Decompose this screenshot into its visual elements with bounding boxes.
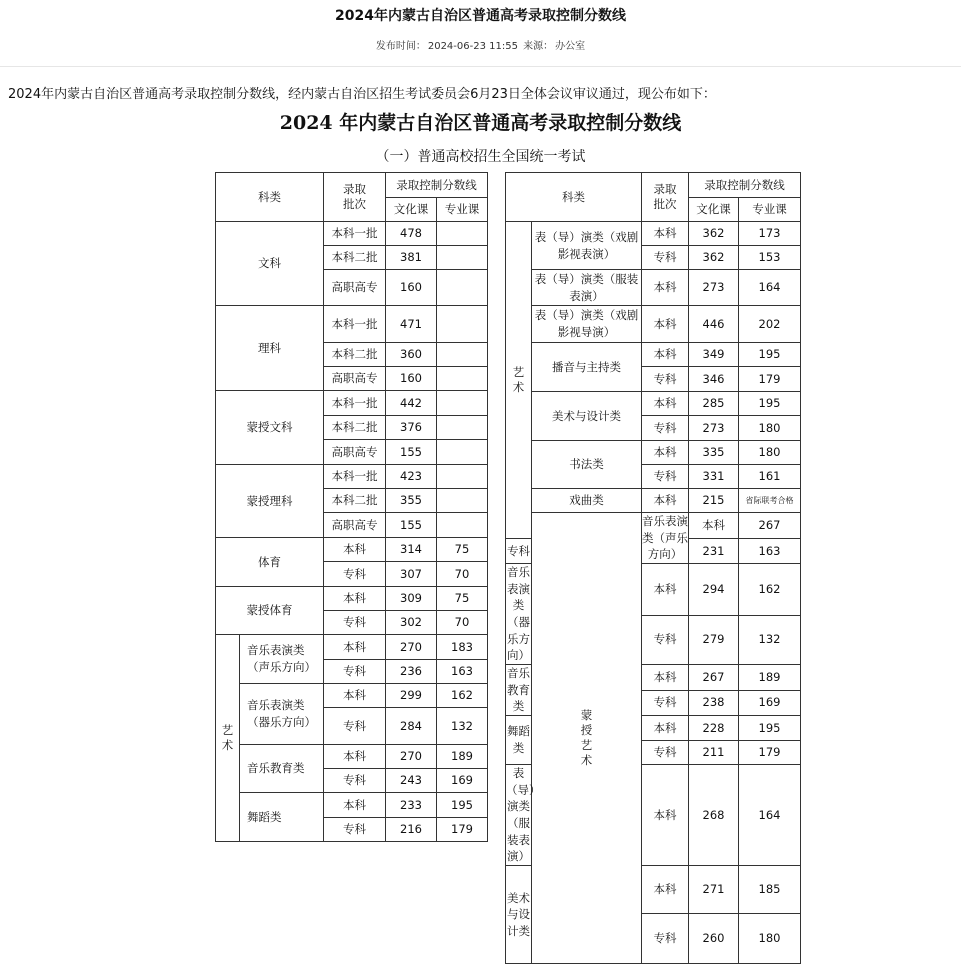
batch-cell: 本科 [642, 222, 689, 246]
intro-paragraph: 2024年内蒙古自治区普通高考录取控制分数线，经内蒙古自治区招生考试委员会6月23日全体会议审议通过，现公布如下： [8, 87, 716, 102]
batch-cell: 专科 [324, 818, 386, 842]
major-score [437, 465, 488, 489]
major-score: 75 [437, 587, 488, 611]
culture-score: 268 [689, 765, 739, 866]
batch-cell: 专科 [324, 769, 386, 793]
batch-cell: 本科 [642, 765, 689, 866]
culture-score: 160 [386, 367, 437, 391]
batch-cell: 本科 [689, 513, 739, 539]
batch-cell: 本科 [324, 635, 386, 660]
major-score: 164 [739, 765, 801, 866]
culture-score: 273 [689, 416, 739, 441]
culture-score: 273 [689, 270, 739, 306]
subcategory-cell: 表（导）演类（服装表演） [532, 270, 642, 306]
culture-score: 442 [386, 391, 437, 416]
culture-score: 270 [386, 635, 437, 660]
major-score: 163 [437, 660, 488, 684]
culture-score: 446 [689, 306, 739, 343]
major-score: 70 [437, 611, 488, 635]
batch-cell: 专科 [324, 611, 386, 635]
culture-score: 362 [689, 246, 739, 270]
major-score: 70 [437, 562, 488, 587]
subcategory-cell: 音乐表演类（器乐方向） [506, 564, 532, 665]
culture-score: 284 [386, 708, 437, 745]
subcategory-cell: 音乐表演类（器乐方向） [240, 684, 324, 745]
category-cell: 文科 [216, 222, 324, 306]
left-score-table [215, 172, 488, 842]
batch-cell: 专科 [324, 562, 386, 587]
culture-score: 423 [386, 465, 437, 489]
culture-score: 270 [386, 745, 437, 769]
culture-score: 471 [386, 306, 437, 343]
subcategory-cell: 戏曲类 [532, 489, 642, 513]
culture-score: 285 [689, 392, 739, 416]
culture-score: 155 [386, 440, 437, 465]
major-score [437, 270, 488, 306]
culture-score: 279 [689, 615, 739, 665]
culture-score: 216 [386, 818, 437, 842]
culture-score: 294 [689, 564, 739, 616]
culture-score: 355 [386, 489, 437, 513]
header-control-line: 录取控制分数线 [386, 173, 488, 198]
culture-score: 331 [689, 465, 739, 489]
subcategory-cell: 美术与设计类 [506, 866, 532, 964]
culture-score: 267 [689, 665, 739, 691]
batch-cell: 专科 [324, 708, 386, 745]
culture-score: 243 [386, 769, 437, 793]
major-score: 195 [739, 392, 801, 416]
batch-cell: 专科 [642, 615, 689, 665]
page-title: 2024年内蒙古自治区普通高考录取控制分数线 [335, 8, 626, 24]
article-meta [0, 37, 961, 52]
publish-time: 2024-06-23 11:55 [427, 41, 518, 52]
category-cell: 蒙授文科 [216, 391, 324, 465]
batch-cell: 本科 [642, 866, 689, 914]
subcategory-cell: 音乐教育类 [506, 665, 532, 716]
major-score: 162 [437, 684, 488, 708]
major-score: 163 [739, 539, 801, 564]
culture-score: 335 [689, 441, 739, 465]
subcategory-cell: 表（导）演类（戏剧影视表演） [532, 222, 642, 270]
culture-score: 478 [386, 222, 437, 246]
major-score: 161 [739, 465, 801, 489]
header-category: 科类 [216, 173, 324, 222]
batch-cell: 本科 [642, 343, 689, 367]
header-major: 专业课 [739, 198, 801, 222]
culture-score: 228 [689, 716, 739, 741]
subcategory-cell: 书法类 [532, 441, 642, 489]
source-label: 来源： [523, 41, 554, 52]
culture-score: 231 [689, 539, 739, 564]
major-score [437, 513, 488, 538]
source-value: 办公室 [555, 41, 586, 52]
batch-cell: 本科一批 [324, 222, 386, 246]
batch-cell: 高职高专 [324, 270, 386, 306]
batch-cell: 本科 [642, 489, 689, 513]
batch-cell: 专科 [642, 465, 689, 489]
culture-score: 211 [689, 741, 739, 765]
category-cell: 体育 [216, 538, 324, 587]
culture-score: 155 [386, 513, 437, 538]
major-score [437, 343, 488, 367]
publish-label: 发布时间： [375, 41, 426, 52]
header-culture: 文化课 [689, 198, 739, 222]
major-score: 132 [437, 708, 488, 745]
batch-cell: 本科一批 [324, 465, 386, 489]
culture-score: 238 [689, 690, 739, 716]
culture-score: 271 [689, 866, 739, 914]
batch-cell: 专科 [642, 367, 689, 392]
header-category: 科类 [506, 173, 642, 222]
subcategory-cell: 表（导）演类（戏剧影视导演） [532, 306, 642, 343]
batch-cell: 专科 [642, 914, 689, 964]
culture-score: 314 [386, 538, 437, 562]
category-cell: 艺术 [216, 635, 240, 842]
batch-cell: 高职高专 [324, 367, 386, 391]
header-batch: 录取批次 [324, 173, 386, 222]
culture-score: 260 [689, 914, 739, 964]
batch-cell: 高职高专 [324, 440, 386, 465]
major-score: 164 [739, 270, 801, 306]
batch-cell: 本科一批 [324, 306, 386, 343]
batch-cell: 专科 [642, 246, 689, 270]
culture-score: 236 [386, 660, 437, 684]
batch-cell: 本科 [324, 793, 386, 818]
major-score: 195 [739, 716, 801, 741]
category-cell: 蒙授艺术 [532, 513, 642, 964]
header-control-line: 录取控制分数线 [689, 173, 801, 198]
batch-cell: 本科 [324, 587, 386, 611]
culture-score: 215 [689, 489, 739, 513]
major-score: 179 [437, 818, 488, 842]
major-score [437, 367, 488, 391]
major-score: 180 [739, 416, 801, 441]
batch-cell: 专科 [642, 690, 689, 716]
batch-cell: 本科 [642, 665, 689, 691]
major-score: 185 [739, 866, 801, 914]
culture-score: 381 [386, 246, 437, 270]
culture-score: 360 [386, 343, 437, 367]
culture-score: 267 [739, 513, 801, 539]
header-divider [0, 66, 961, 67]
culture-score: 233 [386, 793, 437, 818]
category-cell: 艺术 [506, 222, 532, 539]
major-score: 169 [739, 690, 801, 716]
major-score [437, 489, 488, 513]
major-score: 179 [739, 367, 801, 392]
batch-cell: 本科二批 [324, 416, 386, 440]
major-score: 173 [739, 222, 801, 246]
batch-cell: 专科 [642, 416, 689, 441]
major-score: 195 [437, 793, 488, 818]
major-score: 75 [437, 538, 488, 562]
subcategory-cell: 音乐表演类（声乐方向） [642, 513, 689, 564]
subcategory-cell: 美术与设计类 [532, 392, 642, 441]
batch-cell: 本科 [642, 441, 689, 465]
document-subtitle: （一）普通高校招生全国统一考试 [375, 149, 586, 165]
batch-cell: 本科二批 [324, 343, 386, 367]
culture-score: 307 [386, 562, 437, 587]
document-title: 2024 年内蒙古自治区普通高考录取控制分数线 [279, 112, 682, 134]
right-score-table [505, 172, 801, 964]
batch-cell: 本科 [324, 745, 386, 769]
major-score: 195 [739, 343, 801, 367]
category-cell: 蒙授理科 [216, 465, 324, 538]
subcategory-cell: 音乐表演类（声乐方向） [240, 635, 324, 684]
culture-score: 376 [386, 416, 437, 440]
header-batch: 录取批次 [642, 173, 689, 222]
category-cell: 理科 [216, 306, 324, 391]
major-score: 153 [739, 246, 801, 270]
batch-cell: 高职高专 [324, 513, 386, 538]
subcategory-cell: 播音与主持类 [532, 343, 642, 392]
culture-score: 346 [689, 367, 739, 392]
major-score: 202 [739, 306, 801, 343]
batch-cell: 本科二批 [324, 246, 386, 270]
batch-cell: 专科 [642, 741, 689, 765]
batch-cell: 本科 [642, 392, 689, 416]
major-score: 169 [437, 769, 488, 793]
major-score [437, 416, 488, 440]
major-score: 183 [437, 635, 488, 660]
major-score [437, 440, 488, 465]
batch-cell: 本科一批 [324, 391, 386, 416]
culture-score: 309 [386, 587, 437, 611]
culture-score: 302 [386, 611, 437, 635]
culture-score: 349 [689, 343, 739, 367]
batch-cell: 本科 [324, 538, 386, 562]
batch-cell: 本科 [642, 564, 689, 616]
culture-score: 299 [386, 684, 437, 708]
header-culture: 文化课 [386, 198, 437, 222]
major-score [437, 391, 488, 416]
major-score: 189 [437, 745, 488, 769]
batch-cell: 专科 [324, 660, 386, 684]
batch-cell: 本科 [324, 684, 386, 708]
subcategory-cell: 舞蹈类 [240, 793, 324, 842]
major-score: 180 [739, 914, 801, 964]
major-score [437, 306, 488, 343]
header-major: 专业课 [437, 198, 488, 222]
batch-cell: 本科 [642, 716, 689, 741]
major-score: 省际联考合格 [739, 489, 801, 513]
batch-cell: 本科 [642, 306, 689, 343]
subcategory-cell: 表（导）演类（服装表演） [506, 765, 532, 866]
major-score: 179 [739, 741, 801, 765]
category-cell: 蒙授体育 [216, 587, 324, 635]
batch-cell: 专科 [506, 539, 532, 564]
major-score [437, 246, 488, 270]
batch-cell: 本科 [642, 270, 689, 306]
major-score: 189 [739, 665, 801, 691]
major-score: 162 [739, 564, 801, 616]
major-score: 132 [739, 615, 801, 665]
subcategory-cell: 音乐教育类 [240, 745, 324, 793]
subcategory-cell: 舞蹈类 [506, 716, 532, 765]
culture-score: 160 [386, 270, 437, 306]
batch-cell: 本科二批 [324, 489, 386, 513]
culture-score: 362 [689, 222, 739, 246]
major-score [437, 222, 488, 246]
major-score: 180 [739, 441, 801, 465]
